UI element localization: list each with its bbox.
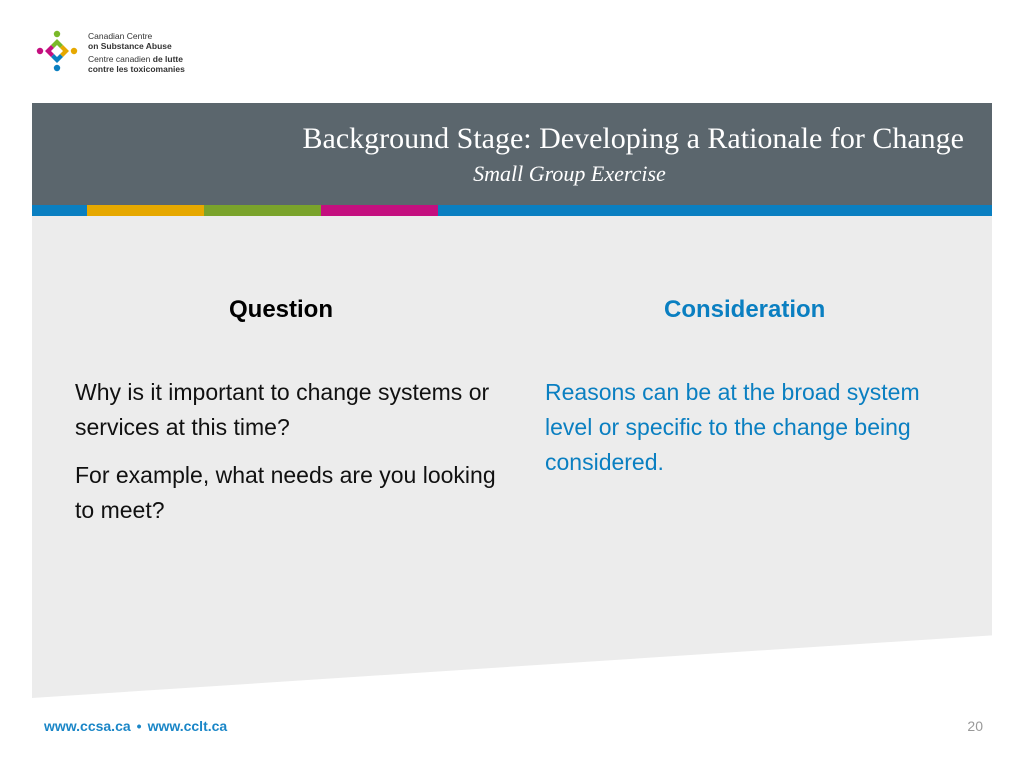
strip-segment-blue-right bbox=[438, 205, 992, 216]
footer-separator: • bbox=[136, 718, 142, 734]
logo-line-2: on Substance Abuse bbox=[88, 41, 172, 51]
strip-segment-yellow bbox=[87, 205, 204, 216]
strip-segment-magenta bbox=[321, 205, 438, 216]
logo-text bbox=[88, 31, 185, 74]
slide-subtitle: Small Group Exercise bbox=[473, 161, 666, 186]
question-paragraph: Why is it important to change systems or services at this time? bbox=[75, 379, 490, 440]
footer-link-cclt[interactable]: www.cclt.ca bbox=[147, 718, 228, 734]
footer-link-ccsa[interactable]: www.ccsa.ca bbox=[44, 718, 131, 734]
question-text bbox=[75, 375, 515, 541]
footer-links bbox=[44, 718, 227, 734]
question-paragraph: For example, what needs are you looking to meet? bbox=[75, 462, 496, 523]
ccsa-logo bbox=[34, 28, 204, 80]
question-heading: Question bbox=[229, 296, 334, 323]
color-strip bbox=[32, 205, 992, 216]
slide-title: Background Stage: Developing a Rationale for Change bbox=[302, 122, 964, 155]
ccsa-logo-icon bbox=[34, 28, 80, 74]
page-number: 20 bbox=[967, 718, 983, 734]
strip-segment-blue-left bbox=[32, 205, 87, 216]
consideration-text: Reasons can be at the broad system level or specific to the change being considered. bbox=[545, 379, 920, 475]
title-header bbox=[32, 103, 992, 205]
logo-line-1: Canadian Centre bbox=[88, 31, 153, 41]
consideration-heading: Consideration bbox=[664, 296, 826, 323]
logo-line-3: Centre canadien de lutte bbox=[88, 54, 183, 64]
strip-segment-green bbox=[204, 205, 321, 216]
logo-line-4: contre les toxicomanies bbox=[88, 64, 185, 74]
